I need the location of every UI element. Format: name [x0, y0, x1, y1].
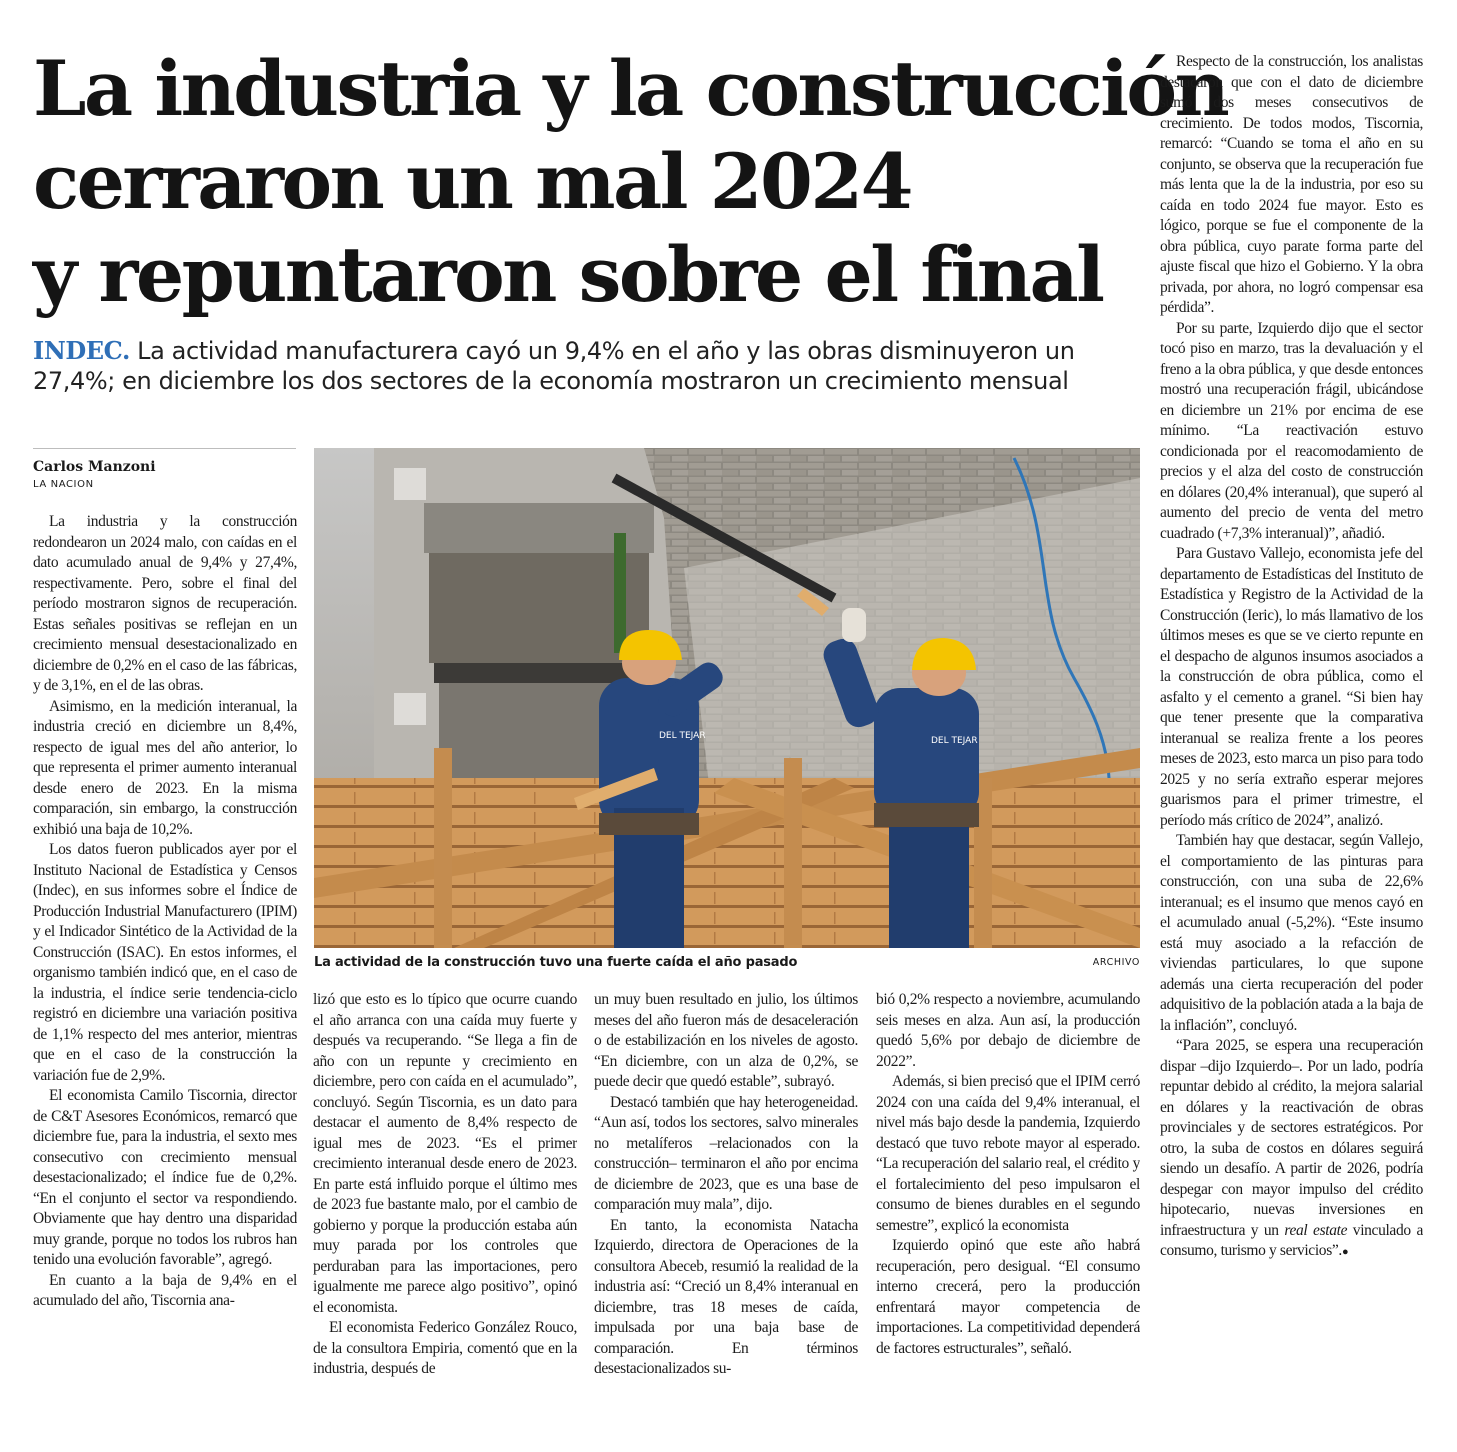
caption-text: La actividad de la construcción tuvo una fuerte caída el año pasado — [314, 955, 798, 970]
body-column-1 — [33, 512, 297, 1437]
paragraph: lizó que esto es lo típico que ocurre cuando el año arranca con una caída muy fuerte y después va recuperando. “Se llega a fin de año con un repunte y crecimiento en diciembre, pero con caída en el acumulado”, concluyó. Según Tiscornia, es un dato para destacar el aumento de 8,4% respecto de igual mes de 2023. “Es el primer crecimiento interanual desde enero de 2023. En parte está influido porque el último mes de 2023 fue bastante malo, por el cambio de gobierno y porque la producción estaba aún muy parada por los controles que perduraban para las importaciones, pero igualmente me parece algo positivo”, opinó el economista. — [313, 991, 577, 1316]
paragraph: En cuanto a la baja de 9,4% en el acumulado del año, Tiscornia ana- — [33, 1271, 297, 1309]
headline-line-1: La industria y la construcción — [33, 44, 1228, 133]
paragraph-text: “Para 2025, se espera una recuperación dispar –dijo Izquierdo–. Por un lado, podría repuntar debido al crédito, la mejora salarial en dólares y la reactivación de obras provinciales y de sectores estratégicos. Por otro, la suba de costos en dólares seguirá siendo un desafío. A partir de 2026, podría despegar con mayor impulso del crédito hipotecario, nuevas inversiones en infraestructura y un — [1160, 1037, 1423, 1239]
paragraph: El economista Federico González Rouco, de la consultora Empiria, comentó que en la industria, después de — [313, 1319, 577, 1377]
paragraph: bió 0,2% respecto a noviembre, acumulando seis meses en alza. Aun así, la producción quedó 5,6% por debajo de diciembre de 2022”. — [876, 991, 1140, 1070]
uniform-logo: DEL TEJAR — [931, 736, 978, 746]
paragraph: Además, si bien precisó que el IPIM cerró 2024 con una caída del 9,4% interanual, el nivel más bajo desde la pandemia, Izquierdo destacó que tuvo rebote mayor al esperado. “La recuperación del salario real, el crédito y el fortalecimiento del peso impulsaron el consumo de bienes durables en el segundo semestre”, explicó la economista — [876, 1073, 1140, 1234]
uniform-logo: DEL TEJAR — [659, 731, 706, 741]
paragraph: Izquierdo opinó que este año habrá recuperación, pero desigual. “El consumo interno crecerá, pero la producción enfrentará mayor competencia de importaciones. La competitividad dependerá de factores estructurales”, señaló. — [876, 1237, 1140, 1357]
paragraph-tail: vinculado a consumo, turismo y servicios”. — [1160, 1221, 1423, 1259]
byline — [33, 458, 296, 490]
paragraph: Respecto de la construcción, los analistas destacaron que con el dato de diciembre sumó dos meses consecutivos de crecimiento. De todos modos, Tiscornia, remarcó: “Cuando se toma el año en su conjunto, se observa que la recuperación fue más lenta que la de la industria, por eso su caída en todo 2024 fue mayor. Esto es lógico, porque se fue el componente de la obra pública, cuyo parate forma parte del ajuste fiscal que hizo el Gobierno. Y la obra privada, por ahora, no logró compensar esa pérdida”. — [1160, 53, 1423, 316]
paragraph: Destacó también que hay heterogeneidad. “Aun así, todos los sectores, salvo minerales no metalíferos –relacionados con la construcción– terminaron el año por encima de diciembre de 2023, que es una base de comparación muy mala”, dijo. — [594, 1093, 858, 1213]
headline — [33, 42, 1228, 321]
outlet-name: LA NACION — [33, 479, 94, 490]
headline-line-2: cerraron un mal 2024 — [33, 137, 911, 226]
construction-photo — [314, 448, 1140, 948]
body-column-2 — [313, 990, 577, 1440]
paragraph: un muy buen resultado en julio, los últimos meses del año fueron más de desaceleración o de estabilización en los niveles de agosto. “En diciembre, con un alza de 0,2%, se puede decir que quedó estable”, subrayó. — [594, 991, 858, 1090]
paragraph: La industria y la construcción redondearon un 2024 malo, con caídas en el dato acumulado anual de 9,4% y 27,4%, respectivamente. Pero, sobre el final del período mostraron signos de recuperación. Estas señales positivas se reflejan en un crecimiento mensual desestacionalizado en diciembre de 0,2% en el caso de las fábricas, y de 3,1%, en el de las obras. — [33, 513, 297, 694]
photo-credit: ARCHIVO — [1092, 957, 1140, 968]
body-column-3 — [594, 990, 858, 1440]
subheadline — [33, 336, 1143, 396]
author-name: Carlos Manzoni — [33, 459, 156, 475]
photo-caption — [314, 955, 1140, 975]
paragraph: Asimismo, en la medición interanual, la industria creció en diciembre un 8,4%, respecto de igual mes del año anterior, lo que representa el primer aumento interanual desde enero de 2023. En la misma comparación, sin embargo, la construcción exhibió una baja de 10,2%. — [33, 697, 297, 838]
paragraph-final — [1160, 1036, 1423, 1263]
paragraph: El economista Camilo Tiscornia, director de C&T Asesores Económicos, remarcó que diciembre fue, para la industria, el sexto mes consecutivo con crecimiento mensual desestacionalizado; el índice fue de 0,2%. “En el conjunto el sector va respondiendo. Obviamente que hay dentro una disparidad muy grande, porque no todos los rubros han tenido una evolución favorable”, agregó. — [33, 1087, 297, 1268]
paragraph: Para Gustavo Vallejo, economista jefe del departamento de Estadísticas del Instituto de Estadística y Registro de la Actividad de la Construcción (Ieric), lo más llamativo de los últimos meses es que se ve cierto repunte en el despacho de algunos insumos asociados a la construcción de obra pública, como el asfalto y el cemento a granel. “Si bien hay que tener presente que la comparativa interanual se realiza frente a los peores meses de 2023, esto marca un piso para todo 2025 y no sería extraño esperar mejores guarismos para el primer trimestre, el período más crítico de 2024”, analizó. — [1160, 545, 1423, 829]
body-column-4 — [876, 990, 1140, 1440]
paragraph: También hay que destacar, según Vallejo, el comportamiento de las pinturas para construcción, con una suba de 22,6% interanual; es el insumo que menos cayó en el acumulado anual (-5,2%). “Este insumo está muy asociado a la refacción de viviendas particulares, lo que supone además una cierta recuperación del poder adquisitivo de la población atada a la baja de la inflación”, concluyó. — [1160, 832, 1423, 1034]
italic-term: real estate — [1284, 1221, 1348, 1239]
headline-line-3: y repuntaron sobre el final — [33, 230, 1103, 319]
end-mark-icon: ● — [1341, 1246, 1349, 1258]
body-column-5 — [1160, 52, 1423, 1442]
paragraph: Por su parte, Izquierdo dijo que el sector tocó piso en marzo, tras la devaluación y el freno a la obra pública, y que desde entonces mostró una recuperación frágil, ubicándose en diciembre un 21% por encima de ese mínimo. “La reactivación estuvo condicionada por el reacomodamiento de precios y el alza del costo de construcción en dólares (20,4% interanual), que superó al aumento del precio de venta del metro cuadrado (+7,3% interanual)”, añadió. — [1160, 319, 1423, 542]
byline-divider — [33, 448, 296, 449]
deck-kicker: INDEC. — [33, 336, 130, 365]
deck-text: La actividad manufacturera cayó un 9,4% en el año y las obras disminuyeron un 27,4%; en diciembre los dos sectores de la economía mostraron un crecimiento mensual — [33, 337, 1075, 395]
paragraph: Los datos fueron publicados ayer por el Instituto Nacional de Estadística y Censos (Indec), en sus informes sobre el Índice de Producción Industrial Manufacturero (IPIM) y el Indicador Sintético de la Actividad de la Construcción (ISAC). En estos informes, el organismo también indicó que, en el caso de la industria, el índice serie tendencia-ciclo registró en diciembre una variación positiva de 1,1% respecto del mes anterior, mientras que en el caso de la construcción la variación fue de 2,9%. — [33, 841, 297, 1084]
paragraph: En tanto, la economista Natacha Izquierdo, directora de Operaciones de la consultora Abeceb, resumió la realidad de la industria así: “Creció un 8,4% interanual en diciembre, tras 18 meses de caída, impulsada por una baja base de comparación. En términos desestacionalizados su- — [594, 1216, 858, 1377]
